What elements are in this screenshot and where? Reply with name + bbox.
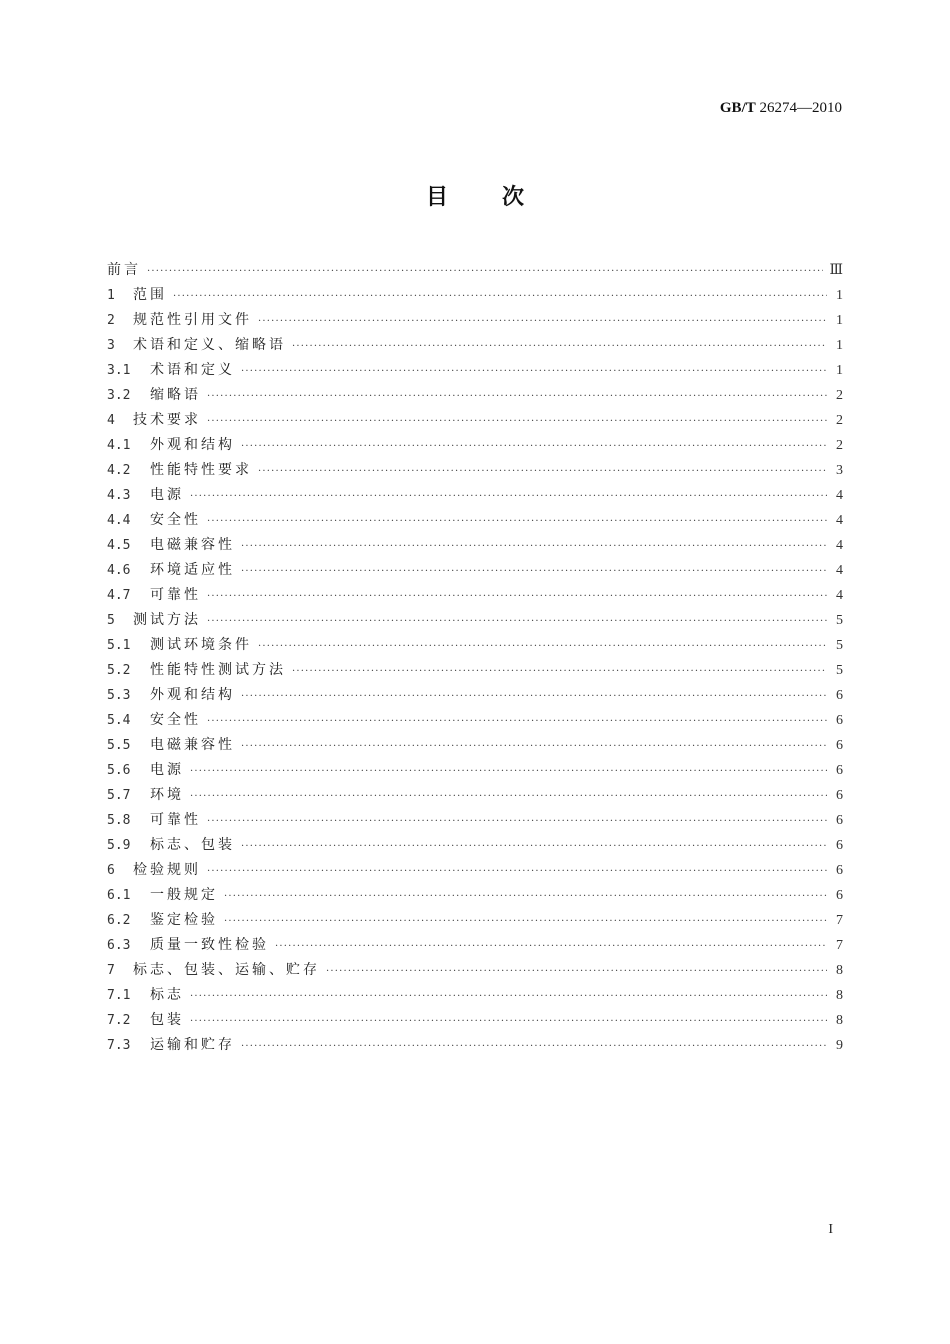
toc-dot-leader [190, 784, 827, 809]
toc-entry-label: 一般规定 [150, 887, 218, 903]
toc-dot-leader [207, 584, 827, 609]
toc-entry-label: 电磁兼容性 [150, 537, 235, 553]
toc-entry-page: 7 [836, 938, 843, 953]
toc-entry-page: 4 [836, 513, 843, 528]
toc-entry-page: 4 [836, 563, 843, 578]
toc-entry-number: 5.2 [107, 663, 131, 678]
toc-dot-leader [241, 434, 827, 459]
toc-entry[interactable] [107, 683, 843, 708]
toc-entry[interactable] [107, 458, 843, 483]
toc-entry-page: 6 [836, 738, 843, 753]
toc-entry-page: 5 [836, 613, 843, 628]
toc-entry-number: 4.4 [107, 513, 131, 528]
toc-entry-page: 8 [836, 963, 843, 978]
toc-entry-number: 3.1 [107, 363, 131, 378]
toc-entry[interactable] [107, 708, 843, 733]
toc-entry-number: 1 [107, 288, 115, 303]
toc-entry-number: 4 [107, 413, 115, 428]
toc-entry[interactable] [107, 858, 843, 883]
toc-entry[interactable] [107, 508, 843, 533]
toc-entry[interactable] [107, 483, 843, 508]
toc-entry-number: 5.1 [107, 638, 131, 653]
toc-entry-number: 7.3 [107, 1038, 131, 1053]
toc-entry-number: 6 [107, 863, 115, 878]
toc-dot-leader [224, 884, 827, 909]
toc-dot-leader [190, 1009, 827, 1034]
toc-entry[interactable] [107, 908, 843, 933]
toc-entry-page: 6 [836, 763, 843, 778]
toc-entry[interactable] [107, 833, 843, 858]
toc-entry-page: 2 [836, 438, 843, 453]
toc-dot-leader [207, 509, 827, 534]
toc-entry-label: 标志、包装、运输、贮存 [133, 962, 320, 978]
toc-dot-leader [241, 534, 827, 559]
toc-dot-leader [292, 334, 827, 359]
toc-dot-leader [207, 709, 827, 734]
toc-entry[interactable] [107, 333, 843, 358]
toc-entry-label: 安全性 [150, 712, 201, 728]
toc-dot-leader [258, 459, 827, 484]
toc-entry-label: 环境 [150, 787, 184, 803]
toc-entry-page: 5 [836, 663, 843, 678]
toc-entry-page: 8 [836, 1013, 843, 1028]
toc-entry-label: 缩略语 [150, 387, 201, 403]
toc-dot-leader [326, 959, 827, 984]
toc-entry-label: 前言 [107, 262, 141, 278]
toc-entry-page: 6 [836, 838, 843, 853]
toc-dot-leader [207, 809, 827, 834]
toc-entry-number: 3.2 [107, 388, 131, 403]
toc-entry-number: 4.3 [107, 488, 131, 503]
toc-entry-page: 1 [836, 338, 843, 353]
toc-entry-label: 包装 [150, 1012, 184, 1028]
toc-dot-leader [173, 284, 827, 309]
toc-dot-leader [292, 659, 827, 684]
toc-entry-number: 4.6 [107, 563, 131, 578]
toc-entry-number: 2 [107, 313, 115, 328]
toc-entry[interactable] [107, 358, 843, 383]
toc-entry-label: 运输和贮存 [150, 1037, 235, 1053]
toc-entry[interactable] [107, 408, 843, 433]
toc-entry[interactable] [107, 1008, 843, 1033]
toc-entry-number: 7.1 [107, 988, 131, 1003]
toc-entry[interactable] [107, 758, 843, 783]
toc-entry-number: 5.7 [107, 788, 131, 803]
toc-dot-leader [241, 734, 827, 759]
toc-entry-number: 5 [107, 613, 115, 628]
toc-entry[interactable] [107, 633, 843, 658]
toc-entry-page: 6 [836, 788, 843, 803]
toc-entry-label: 性能特性要求 [150, 462, 252, 478]
toc-dot-leader [190, 759, 827, 784]
toc-entry-number: 5.9 [107, 838, 131, 853]
toc-entry[interactable] [107, 283, 843, 308]
toc-entry[interactable] [107, 383, 843, 408]
toc-entry-page: 5 [836, 638, 843, 653]
toc-dot-leader [258, 309, 827, 334]
toc-entry-label: 测试方法 [133, 612, 201, 628]
toc-dot-leader [241, 359, 827, 384]
toc-dot-leader [207, 409, 827, 434]
toc-entry[interactable] [107, 533, 843, 558]
toc-entry-label: 外观和结构 [150, 687, 235, 703]
standard-number: 26274—2010 [759, 100, 842, 116]
toc-entry-label: 鉴定检验 [150, 912, 218, 928]
toc-entry-label: 质量一致性检验 [150, 937, 269, 953]
standard-prefix: GB/T [719, 100, 756, 116]
toc-entry-number: 6.1 [107, 888, 131, 903]
standard-code [720, 100, 842, 117]
toc-entry-page: 1 [836, 313, 843, 328]
toc-entry[interactable] [107, 558, 843, 583]
toc-entry-page: 6 [836, 863, 843, 878]
toc-entry-number: 4.7 [107, 588, 131, 603]
toc-entry-page: 6 [836, 688, 843, 703]
toc-entry-label: 性能特性测试方法 [150, 662, 286, 678]
toc-entry-label: 安全性 [150, 512, 201, 528]
table-of-contents [107, 258, 843, 1058]
toc-entry-number: 4.1 [107, 438, 131, 453]
toc-entry-page: 2 [836, 413, 843, 428]
toc-entry-label: 电源 [150, 762, 184, 778]
toc-entry-page: 6 [836, 888, 843, 903]
toc-entry[interactable] [107, 933, 843, 958]
toc-entry-page: 4 [836, 588, 843, 603]
toc-entry-label: 可靠性 [150, 812, 201, 828]
toc-entry-page: 1 [836, 288, 843, 303]
toc-entry[interactable] [107, 958, 843, 983]
toc-entry-page: 6 [836, 813, 843, 828]
toc-entry[interactable] [107, 808, 843, 833]
page-title: 目次 [425, 185, 578, 210]
toc-entry[interactable] [107, 783, 843, 808]
toc-dot-leader [258, 634, 827, 659]
toc-dot-leader [241, 684, 827, 709]
toc-entry-label: 可靠性 [150, 587, 201, 603]
toc-entry-label: 环境适应性 [150, 562, 235, 578]
toc-entry-number: 5.8 [107, 813, 131, 828]
toc-entry-label: 规范性引用文件 [133, 312, 252, 328]
toc-entry[interactable] [107, 1033, 843, 1058]
toc-entry-label: 技术要求 [133, 412, 201, 428]
toc-dot-leader [275, 934, 827, 959]
toc-entry-page: Ⅲ [829, 263, 843, 278]
toc-dot-leader [207, 609, 827, 634]
toc-entry-page: 1 [836, 363, 843, 378]
toc-entry-label: 外观和结构 [150, 437, 235, 453]
toc-dot-leader [147, 259, 823, 284]
toc-entry-page: 9 [836, 1038, 843, 1053]
toc-dot-leader [190, 484, 827, 509]
toc-entry-number: 3 [107, 338, 115, 353]
toc-entry-number: 7 [107, 963, 115, 978]
toc-dot-leader [224, 909, 827, 934]
toc-entry[interactable] [107, 433, 843, 458]
toc-entry-page: 6 [836, 713, 843, 728]
toc-dot-leader [207, 384, 827, 409]
footer-page-number: I [828, 1222, 833, 1237]
toc-entry-number: 6.3 [107, 938, 131, 953]
toc-entry[interactable] [107, 983, 843, 1008]
toc-entry-label: 范围 [133, 287, 167, 303]
toc-entry-label: 检验规则 [133, 862, 201, 878]
toc-entry-label: 标志 [150, 987, 184, 1003]
toc-entry-number: 4.5 [107, 538, 131, 553]
toc-dot-leader [207, 859, 827, 884]
toc-entry-number: 5.4 [107, 713, 131, 728]
toc-entry-number: 7.2 [107, 1013, 131, 1028]
toc-entry-label: 电磁兼容性 [150, 737, 235, 753]
toc-entry[interactable] [107, 733, 843, 758]
toc-dot-leader [241, 559, 827, 584]
toc-entry-page: 4 [836, 538, 843, 553]
toc-entry-page: 2 [836, 388, 843, 403]
toc-entry-label: 标志、包装 [150, 837, 235, 853]
toc-dot-leader [241, 834, 827, 859]
toc-entry-page: 3 [836, 463, 843, 478]
toc-entry[interactable] [107, 258, 843, 283]
toc-entry-page: 4 [836, 488, 843, 503]
toc-dot-leader [190, 984, 827, 1009]
toc-entry[interactable] [107, 308, 843, 333]
toc-entry-number: 6.2 [107, 913, 131, 928]
toc-entry-page: 7 [836, 913, 843, 928]
toc-entry-label: 电源 [150, 487, 184, 503]
toc-entry-number: 5.6 [107, 763, 131, 778]
toc-entry-page: 8 [836, 988, 843, 1003]
toc-entry-number: 4.2 [107, 463, 131, 478]
toc-entry-number: 5.3 [107, 688, 131, 703]
toc-entry[interactable] [107, 608, 843, 633]
toc-entry-label: 测试环境条件 [150, 637, 252, 653]
toc-entry[interactable] [107, 658, 843, 683]
toc-entry-label: 术语和定义、缩略语 [133, 337, 286, 353]
toc-entry-number: 5.5 [107, 738, 131, 753]
toc-entry[interactable] [107, 583, 843, 608]
toc-dot-leader [241, 1034, 827, 1059]
toc-entry-label: 术语和定义 [150, 362, 235, 378]
toc-entry[interactable] [107, 883, 843, 908]
